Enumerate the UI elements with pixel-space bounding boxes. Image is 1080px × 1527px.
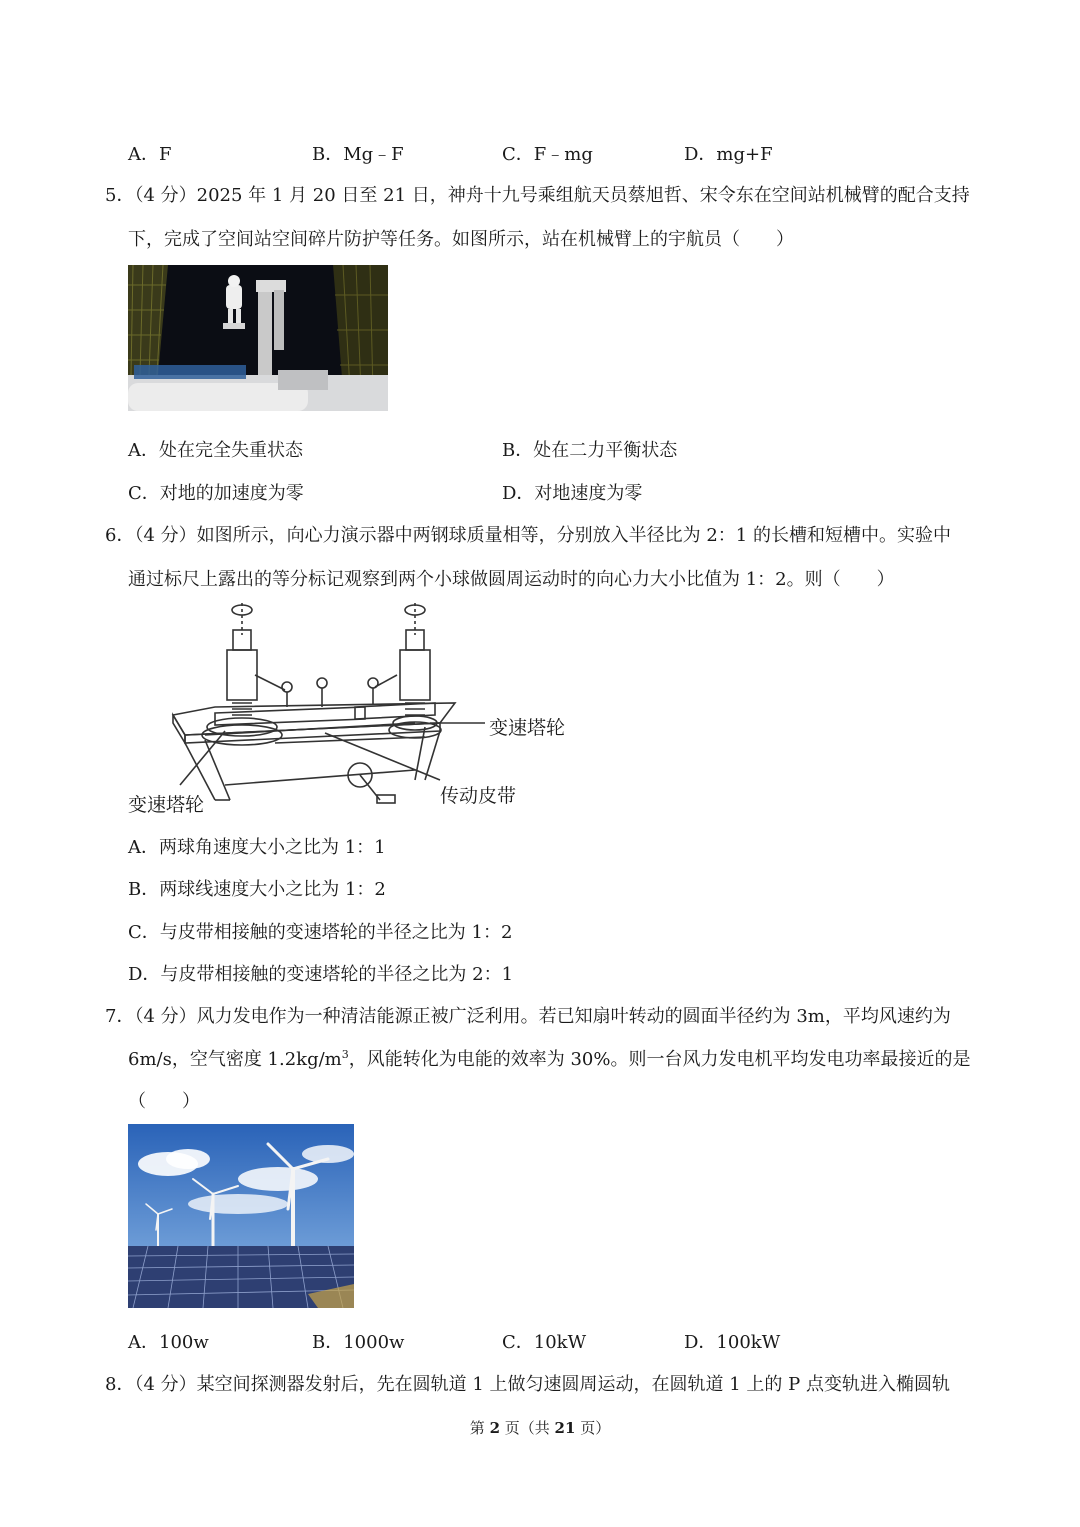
q6-option-a: A．两球角速度大小之比为 1：1	[128, 837, 386, 858]
q4-option-b: B．Mg﹣F	[312, 144, 404, 165]
q7-option-d: D．100kW	[684, 1332, 781, 1353]
q8-stem-line1: 8．（4 分）某空间探测器发射后，先在圆轨道 1 上做匀速圆周运动，在圆轨道 1 上的 P 点变轨进入椭圆轨	[105, 1374, 950, 1395]
q6-stem-line2: 通过标尺上露出的等分标记观察到两个小球做圆周运动时的向心力大小比值为 1：2。则（ ）	[128, 569, 895, 590]
q4-option-d: D．mg+F	[684, 144, 773, 165]
q5-option-d: D．对地速度为零	[502, 483, 643, 504]
wind-turbines-photo	[128, 1124, 354, 1308]
q6-option-d: D．与皮带相接触的变速塔轮的半径之比为 2：1	[128, 964, 514, 985]
q4-option-c: C．F﹣mg	[502, 144, 593, 165]
q7-answer-paren: （ ）	[128, 1091, 200, 1112]
q5-option-a: A．处在完全失重状态	[128, 440, 303, 461]
q4-option-a: A．F	[128, 144, 172, 165]
space-station-photo	[128, 265, 388, 411]
q7-stem-line2: 6m/s，空气密度 $1.2kg/m^3$，风能转化为电能的效率为 30%。则一台风力发电机平均发电功率最接近的是	[128, 1048, 971, 1070]
q5-option-b: B．处在二力平衡状态	[502, 440, 678, 461]
q6-option-b: B．两球线速度大小之比为 1：2	[128, 879, 386, 900]
q7-option-b: B．1000w	[312, 1332, 405, 1353]
q7-stem-line1: 7．（4 分）风力发电作为一种清洁能源正被广泛利用。若已知扇叶转动的圆面半径约为 3m，平均风速约为	[105, 1006, 951, 1027]
left-pulley-label: 变速塔轮	[128, 794, 205, 816]
q7-option-c: C．10kW	[502, 1332, 587, 1353]
q6-option-c: C．与皮带相接触的变速塔轮的半径之比为 1：2	[128, 922, 513, 943]
q5-option-c: C．对地的加速度为零	[128, 483, 304, 504]
q5-stem-line1: 5．（4 分）2025 年 1 月 20 日至 21 日，神舟十九号乘组航天员蔡旭哲、宋令东在空间站机械臂的配合支持	[105, 185, 970, 206]
page-footer: 第 2 页（共 21 页）	[469, 1419, 611, 1437]
belt-label: 传动皮带	[440, 785, 517, 807]
right-pulley-label: 变速塔轮	[489, 717, 566, 739]
q5-stem-line2: 下，完成了空间站空间碎片防护等任务。如图所示，站在机械臂上的宇航员（ ）	[128, 229, 794, 250]
q7-option-a: A．100w	[128, 1332, 209, 1353]
q6-stem-line1: 6．（4 分）如图所示，向心力演示器中两钢球质量相等，分别放入半径比为 2：1 的长槽和短槽中。实验中	[105, 525, 951, 546]
